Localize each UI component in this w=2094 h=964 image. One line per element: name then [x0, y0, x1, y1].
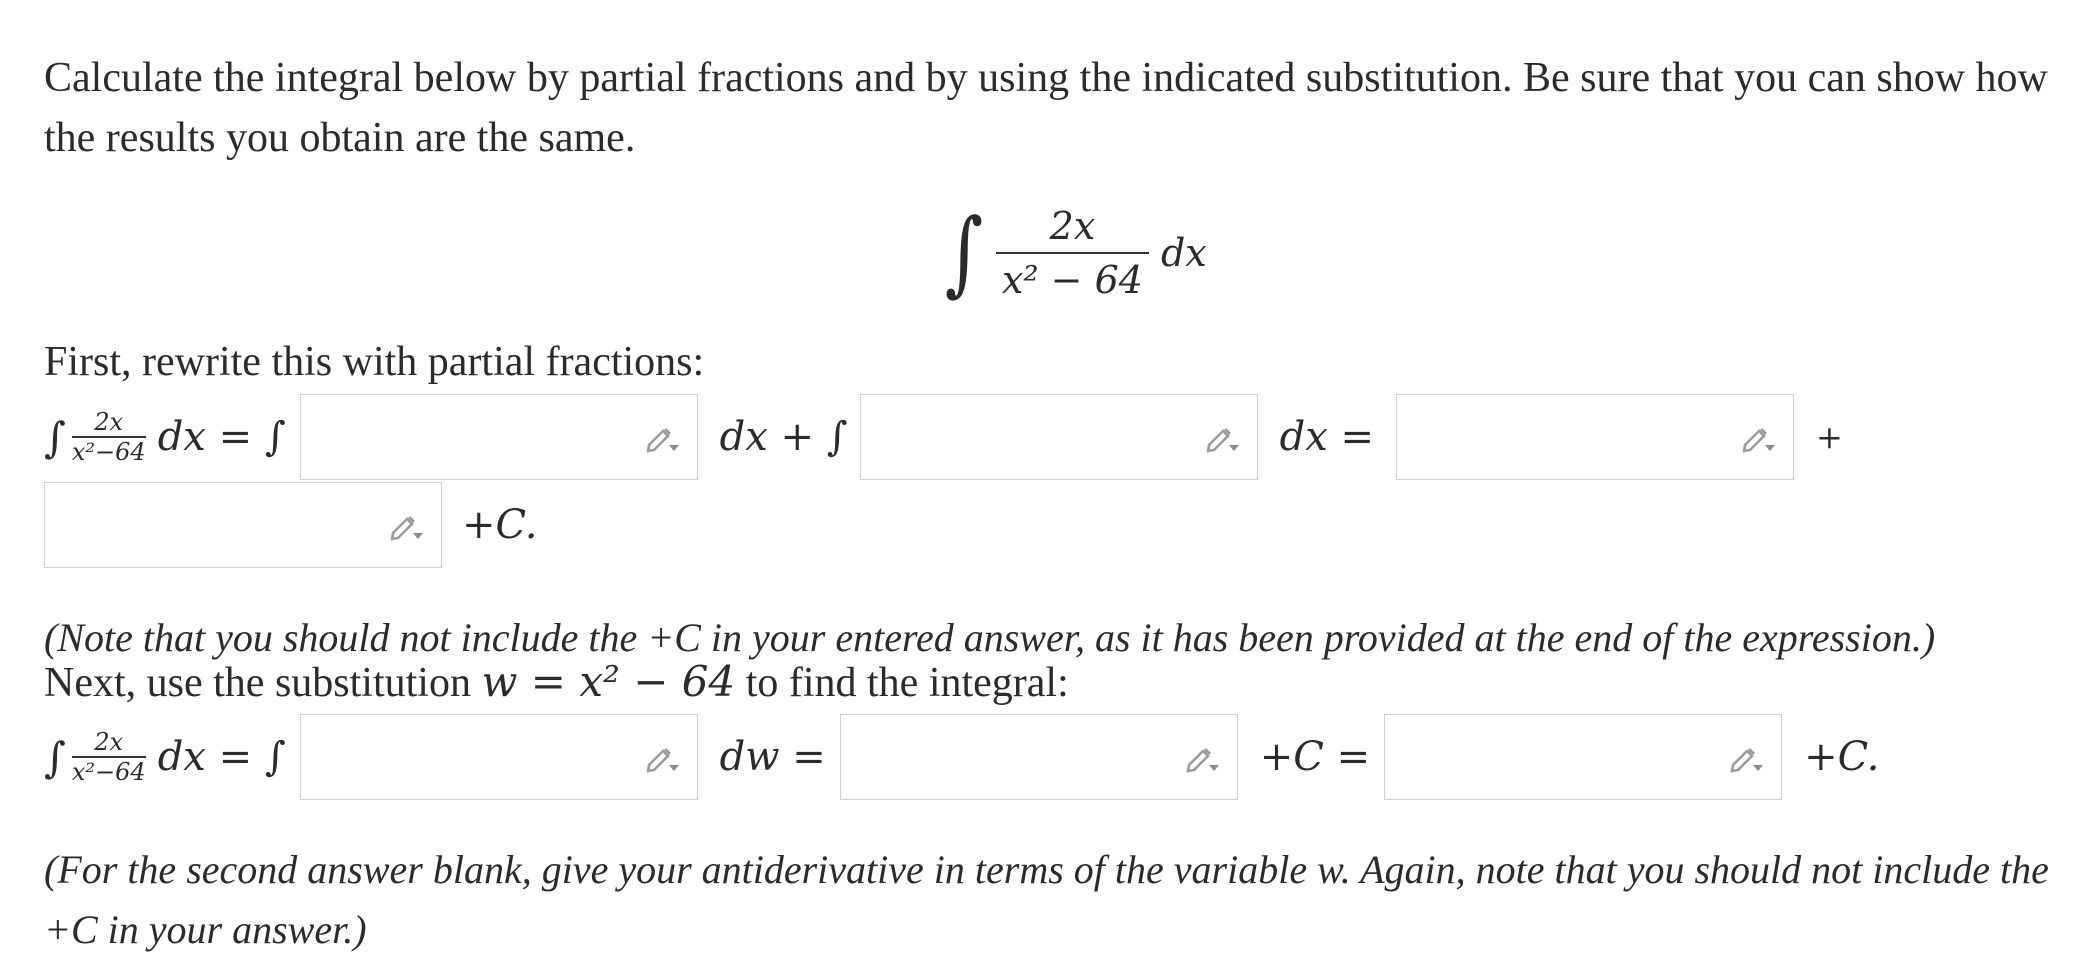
answer-input-1[interactable] — [309, 397, 613, 479]
lhs-integral-sign: ∫ — [44, 412, 66, 462]
pencil-dropdown-icon[interactable] — [645, 423, 679, 453]
fraction-bar — [996, 252, 1149, 254]
plus-c-end: +C. — [1804, 734, 1880, 780]
answer-input-6[interactable] — [849, 717, 1153, 799]
answer-input-3[interactable] — [1405, 397, 1709, 479]
answer-input-7[interactable] — [1393, 717, 1697, 799]
lhs-dx-equals: dx = ∫ — [157, 734, 286, 780]
plus-sign: + — [1816, 418, 1843, 456]
answer-box-4[interactable] — [44, 482, 442, 568]
integral-sign: ∫ — [944, 199, 984, 306]
integral-differential: dx — [1160, 231, 1207, 275]
pencil-dropdown-icon[interactable] — [645, 743, 679, 773]
answer-input-2[interactable] — [869, 397, 1173, 479]
part1-equation-row — [44, 392, 1843, 482]
integrand-denominator: x² − 64 — [1001, 258, 1143, 302]
pencil-dropdown-icon[interactable] — [1729, 743, 1763, 773]
integrand-numerator: 2x — [1049, 204, 1096, 248]
lhs-numerator: 2x — [94, 728, 124, 756]
answer-input-4[interactable] — [53, 485, 357, 567]
pencil-dropdown-icon[interactable] — [1185, 743, 1219, 773]
answer-box-1[interactable] — [300, 394, 698, 480]
part1-equation-row-2 — [44, 480, 537, 570]
lhs-denominator: x²−64 — [71, 758, 146, 786]
lhs-denominator: x²−64 — [71, 438, 146, 466]
plus-c-equals: +C = — [1259, 734, 1371, 780]
display-integral — [940, 198, 1207, 308]
mid-dx-equals: dx = — [1279, 414, 1375, 460]
part1-note: (Note that you should not include the +C in your entered answer, as it has been provided at the end of the expression.) — [44, 615, 1936, 660]
pencil-dropdown-icon[interactable] — [1741, 423, 1775, 453]
lhs-dx-equals: dx = ∫ — [157, 414, 286, 460]
answer-box-5[interactable] — [300, 714, 698, 800]
part2-note: (For the second answer blank, give your antiderivative in terms of the variable w. Again, note that you should not include the +C in your answer.) — [44, 847, 2049, 952]
plus-c: +C. — [462, 502, 538, 548]
pencil-dropdown-icon[interactable] — [389, 511, 423, 541]
part2-equation-row — [44, 712, 1880, 802]
answer-box-7[interactable] — [1384, 714, 1782, 800]
answer-input-5[interactable] — [309, 717, 613, 799]
part2-substitution: w = x² − 64 — [481, 657, 736, 706]
answer-box-3[interactable] — [1396, 394, 1794, 480]
lhs-fraction — [72, 730, 146, 784]
pencil-dropdown-icon[interactable] — [1205, 423, 1239, 453]
answer-box-2[interactable] — [860, 394, 1258, 480]
lhs-numerator: 2x — [94, 408, 124, 436]
lhs-integral-sign: ∫ — [44, 732, 66, 782]
part2-prompt-post: to find the integral: — [745, 660, 1069, 706]
answer-box-6[interactable] — [840, 714, 1238, 800]
problem-intro: Calculate the integral below by partial fractions and by using the indicated substitution. Be sure that you can show how the results you obtain are the same. — [44, 55, 2048, 161]
dw-equals: dw = — [719, 734, 826, 780]
part2-prompt-pre: Next, use the substitution — [44, 660, 471, 706]
integrand-fraction — [996, 204, 1149, 302]
part1-prompt: First, rewrite this with partial fractions: — [44, 339, 705, 385]
mid-dx-plus-int: dx + ∫ — [719, 414, 848, 460]
part2-prompt — [44, 652, 1069, 713]
lhs-fraction — [72, 410, 146, 464]
